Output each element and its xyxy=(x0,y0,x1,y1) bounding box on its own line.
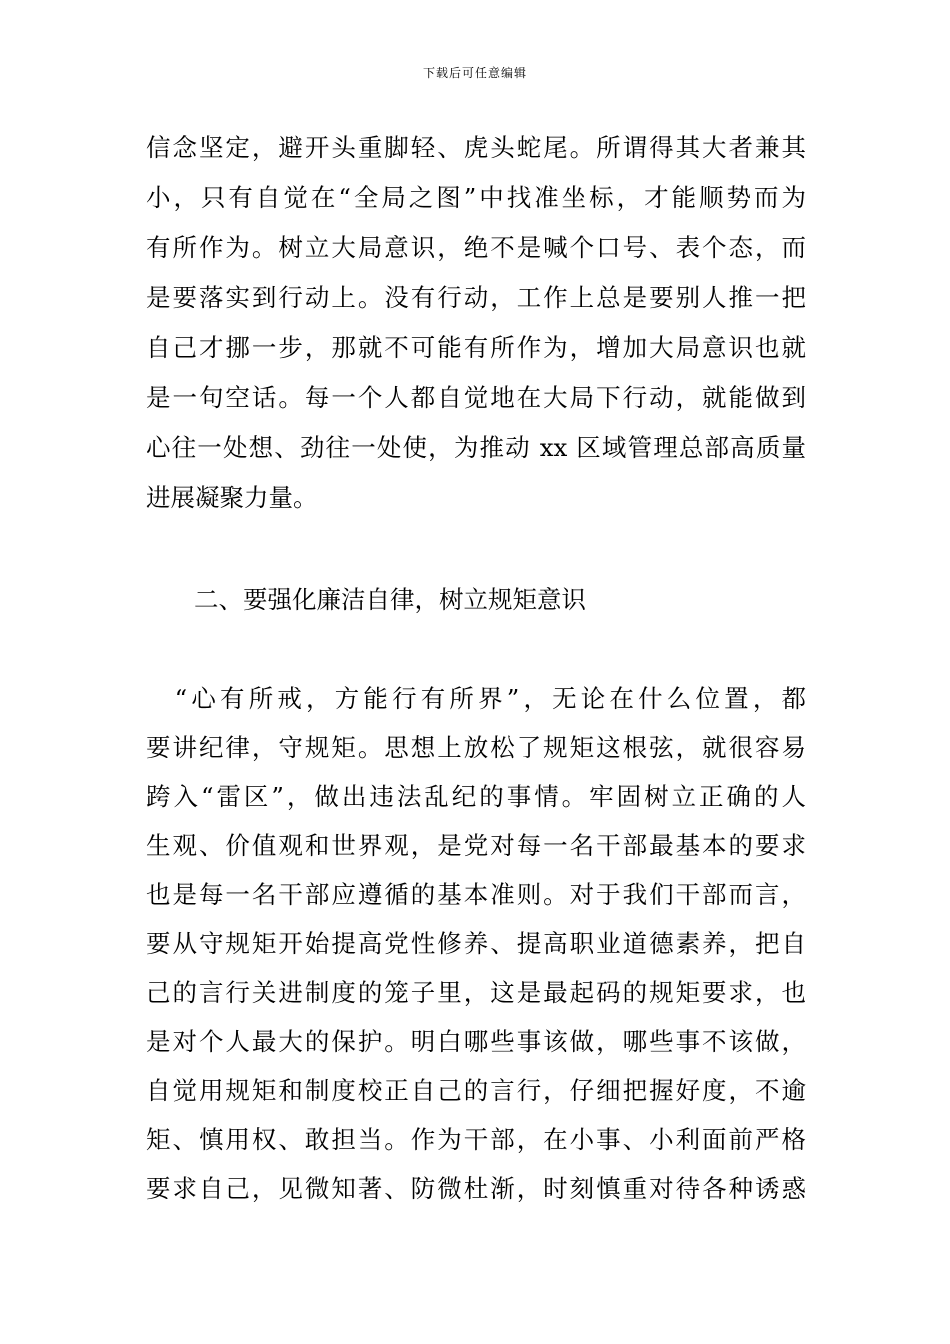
paragraph-line: 生观、价值观和世界观，是党对每一名干部最基本的要求 xyxy=(146,831,806,860)
paragraph-line: 矩、慎用权、敢担当。作为干部，在小事、小利面前严格 xyxy=(146,1125,806,1154)
paragraph-line: 要从守规矩开始提高党性修养、提高职业道德素养，把自 xyxy=(146,929,806,958)
paragraph-line: 是要落实到行动上。没有行动，工作上总是要别人推一把 xyxy=(146,283,806,312)
paragraph-line: 信念坚定，避开头重脚轻、虎头蛇尾。所谓得其大者兼其 xyxy=(146,133,806,162)
page-header: 下载后可任意编辑 xyxy=(422,66,527,80)
paragraph-line: 自觉用规矩和制度校正自己的言行，仔细把握好度，不逾 xyxy=(146,1076,806,1105)
paragraph-line: 是对个人最大的保护。明白哪些事该做，哪些事不该做， xyxy=(146,1027,806,1056)
paragraph-line: 是一句空话。每一个人都自觉地在大局下行动，就能做到 xyxy=(146,383,806,412)
paragraph-line: 跨入“雷区”，做出违法乱纪的事情。牢固树立正确的人 xyxy=(146,782,806,811)
paragraph-line: 己的言行关进制度的笼子里，这是最起码的规矩要求，也 xyxy=(146,978,806,1007)
paragraph-line: 小，只有自觉在“全局之图”中找准坐标，才能顺势而为 xyxy=(146,183,806,212)
paragraph-line: 进展凝聚力量。 xyxy=(146,483,318,512)
section-heading: 二、要强化廉洁自律，树立规矩意识 xyxy=(194,585,586,614)
paragraph-line: 要讲纪律，守规矩。思想上放松了规矩这根弦，就很容易 xyxy=(146,733,806,762)
paragraph-line: 自己才挪一步，那就不可能有所作为，增加大局意识也就 xyxy=(146,333,806,362)
paragraph-line: 也是每一名干部应遵循的基本准则。对于我们干部而言， xyxy=(146,880,806,909)
paragraph-line: 有所作为。树立大局意识，绝不是喊个口号、表个态，而 xyxy=(146,233,806,262)
paragraph-line: 心往一处想、劲往一处使，为推动 xx 区域管理总部高质量 xyxy=(146,433,806,462)
paragraph-line: 要求自己，见微知著、防微杜渐，时刻慎重对待各种诱惑 xyxy=(146,1174,806,1203)
paragraph-line: “心有所戒，方能行有所界”，无论在什么位置，都 xyxy=(146,684,806,713)
